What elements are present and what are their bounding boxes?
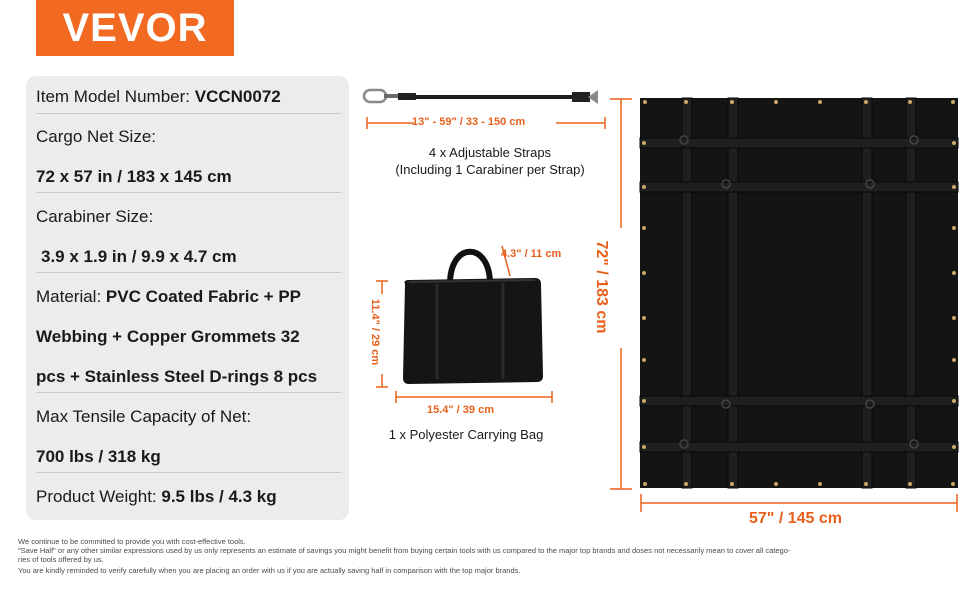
- net-width-dimension: 57" / 145 cm: [749, 510, 842, 527]
- brand-logo: [36, 0, 234, 56]
- divider: [36, 272, 341, 273]
- spec-cargo-net-size-value: [36, 167, 232, 187]
- strap-caption-line1: 4 x Adjustable Straps: [428, 145, 552, 160]
- spec-material-line1: PVC Coated Fabric + PP: [105, 287, 302, 306]
- spec-material-label: Material:: [36, 287, 106, 306]
- divider: [36, 472, 341, 473]
- spec-weight: [36, 487, 277, 507]
- net-height-dimension-line: [610, 98, 632, 490]
- spec-tensile-text: 700 lbs / 318 kg: [36, 447, 161, 466]
- disclaimer-line3: ries of tools offered by us.: [18, 555, 104, 564]
- spec-weight-label: Product Weight:: [36, 487, 162, 506]
- bag-caption: 1 x Polyester Carrying Bag: [388, 427, 544, 442]
- cargo-net-illustration: [640, 98, 958, 488]
- disclaimer-line2: "Save Half" or any other similar expressions used by us only represents an estimate of savings you might benefit from buying certain tools with us compared to the major top brands and doses not necessarily mean to cover all catego-: [18, 546, 791, 555]
- strap-illustration: [360, 84, 610, 108]
- spec-material-line3-text: pcs + Stainless Steel D-rings 8 pcs: [36, 367, 318, 386]
- spec-model-value: VCCN0072: [194, 87, 281, 106]
- disclaimer-line1: We continue to be committed to provide you with cost-effective tools.: [18, 537, 246, 546]
- bag-height-dimension: 11.4" / 29 cm: [369, 298, 381, 366]
- bag-width-dimension-line: [395, 391, 553, 403]
- strap-caption-line2: (Including 1 Carabiner per Strap): [395, 162, 585, 177]
- divider: [36, 113, 341, 114]
- disclaimer-line4: You are kindly reminded to verify carefully when you are placing an order with us if you are actually saving half in comparison with the top major brands.: [18, 566, 521, 575]
- divider: [36, 192, 341, 193]
- spec-weight-value: 9.5 lbs / 4.3 kg: [161, 487, 277, 506]
- brand-logo-text: VEVOR: [62, 5, 208, 50]
- spec-material-line2: [36, 327, 300, 347]
- divider: [36, 392, 341, 393]
- spec-tensile-label: Max Tensile Capacity of Net:: [36, 407, 252, 426]
- spec-material: [36, 287, 301, 307]
- spec-panel: [26, 76, 349, 520]
- spec-carabiner-size-text: 3.9 x 1.9 in / 9.9 x 4.7 cm: [41, 247, 237, 266]
- spec-cargo-net-size-text: 72 x 57 in / 183 x 145 cm: [36, 167, 232, 186]
- spec-model: [36, 87, 281, 107]
- spec-carabiner-size-label: Carabiner Size:: [36, 207, 154, 226]
- net-height-dimension: 72" / 183 cm: [593, 240, 610, 334]
- strap-dimension: 13" - 59" / 33 - 150 cm: [412, 116, 526, 128]
- spec-carabiner-size-value: [41, 247, 237, 267]
- spec-model-label: Item Model Number:: [36, 87, 195, 106]
- bag-width-dimension: 15.4" / 39 cm: [427, 404, 494, 416]
- spec-material-line2-text: Webbing + Copper Grommets 32: [36, 327, 300, 346]
- spec-material-line3: [36, 367, 317, 387]
- spec-tensile-value: [36, 447, 161, 467]
- spec-cargo-net-size-label: Cargo Net Size:: [36, 127, 156, 146]
- bag-handle-dimension: 4.3" / 11 cm: [501, 248, 562, 260]
